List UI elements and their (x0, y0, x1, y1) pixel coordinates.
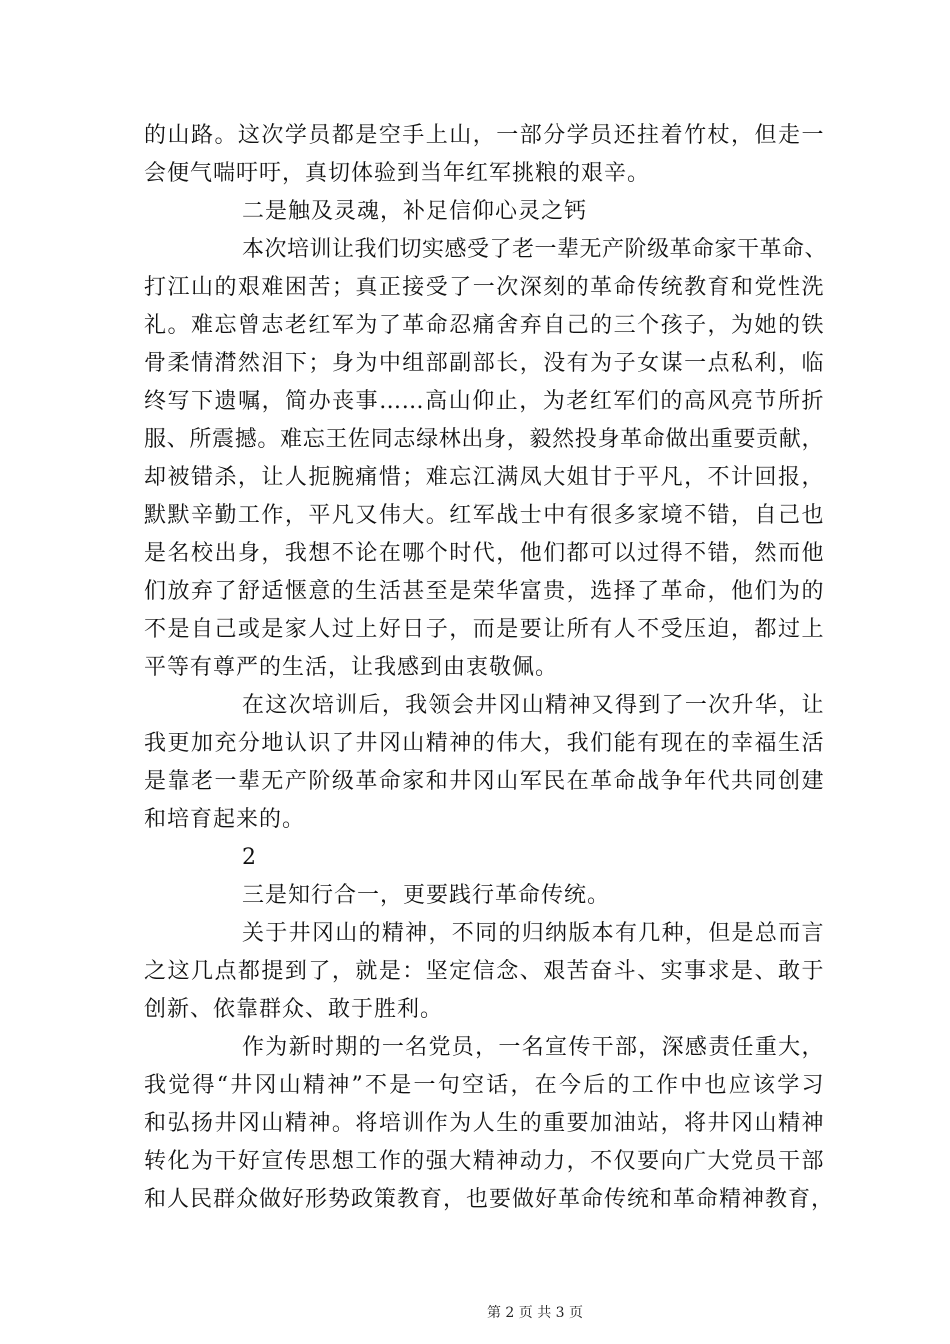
paragraph-line: 平等有尊严的生活，让我感到由衷敬佩。 (144, 655, 559, 680)
paragraph-line: 礼。难忘曾志老红军为了革命忍痛舍弃自己的三个孩子，为她的铁 (144, 313, 824, 338)
paragraph-line: 终写下遗嘱，简办丧事……高山仰止，为老红军们的高风亮节所折 (144, 389, 824, 414)
paragraph-line: 骨柔情潸然泪下；身为中组部副部长，没有为子女谋一点私利，临 (144, 351, 824, 376)
paragraph-line: 和弘扬井冈山精神。将培训作为人生的重要加油站，将井冈山精神 (144, 1111, 824, 1136)
paragraph-line: 的山路。这次学员都是空手上山，一部分学员还拄着竹杖，但走一 (144, 123, 824, 148)
paragraph-line: 我更加充分地认识了井冈山精神的伟大，我们能有现在的幸福生活 (144, 731, 824, 756)
body-text (144, 117, 835, 1219)
paragraph-line: 2 (242, 845, 257, 870)
paragraph-line: 默默辛勤工作，平凡又伟大。红军战士中有很多家境不错，自己也 (144, 503, 824, 528)
paragraph-line: 会便气喘吁吁，真切体验到当年红军挑粮的艰辛。 (144, 161, 651, 186)
paragraph-line: 是靠老一辈无产阶级革命家和井冈山军民在革命战争年代共同创建 (144, 769, 824, 794)
paragraph-line: 之这几点都提到了，就是：坚定信念、艰苦奋斗、实事求是、敢于 (144, 959, 824, 984)
paragraph-line: 关于井冈山的精神，不同的归纳版本有几种，但是总而言 (242, 921, 824, 946)
paragraph-line: 转化为干好宣传思想工作的强大精神动力，不仅要向广大党员干部 (144, 1149, 824, 1174)
paragraph-line: 本次培训让我们切实感受了老一辈无产阶级革命家干革命、 (242, 237, 828, 262)
page-footer: 第 2 页 共 3 页 (486, 1305, 584, 1321)
paragraph-line: 是名校出身，我想不论在哪个时代，他们都可以过得不错，然而他 (144, 541, 824, 566)
paragraph-line: 我觉得“井冈山精神”不是一句空话，在今后的工作中也应该学习 (144, 1073, 824, 1098)
paragraph-line: 三是知行合一，更要践行革命传统。 (242, 883, 611, 908)
paragraph-line: 创新、依靠群众、敢于胜利。 (144, 997, 444, 1022)
paragraph-line: 二是触及灵魂，补足信仰心灵之钙 (242, 199, 588, 224)
paragraph-line: 不是自己或是家人过上好日子，而是要让所有人不受压迫，都过上 (144, 617, 824, 642)
paragraph-line: 作为新时期的一名党员，一名宣传干部，深感责任重大， (242, 1035, 824, 1060)
paragraph-line: 打江山的艰难困苦；真正接受了一次深刻的革命传统教育和党性洗 (144, 275, 824, 300)
paragraph-line: 却被错杀，让人扼腕痛惜；难忘江满凤大姐甘于平凡，不计回报， (144, 465, 824, 490)
paragraph-line: 服、所震撼。难忘王佐同志绿林出身，毅然投身革命做出重要贡献， (144, 427, 824, 452)
paragraph-line: 们放弃了舒适惬意的生活甚至是荣华富贵，选择了革命，他们为的 (144, 579, 824, 604)
paragraph-line: 在这次培训后，我领会井冈山精神又得到了一次升华，让 (242, 693, 824, 718)
paragraph-line: 和人民群众做好形势政策教育，也要做好革命传统和革命精神教育， (144, 1187, 835, 1212)
paragraph-line: 和培育起来的。 (144, 807, 306, 832)
